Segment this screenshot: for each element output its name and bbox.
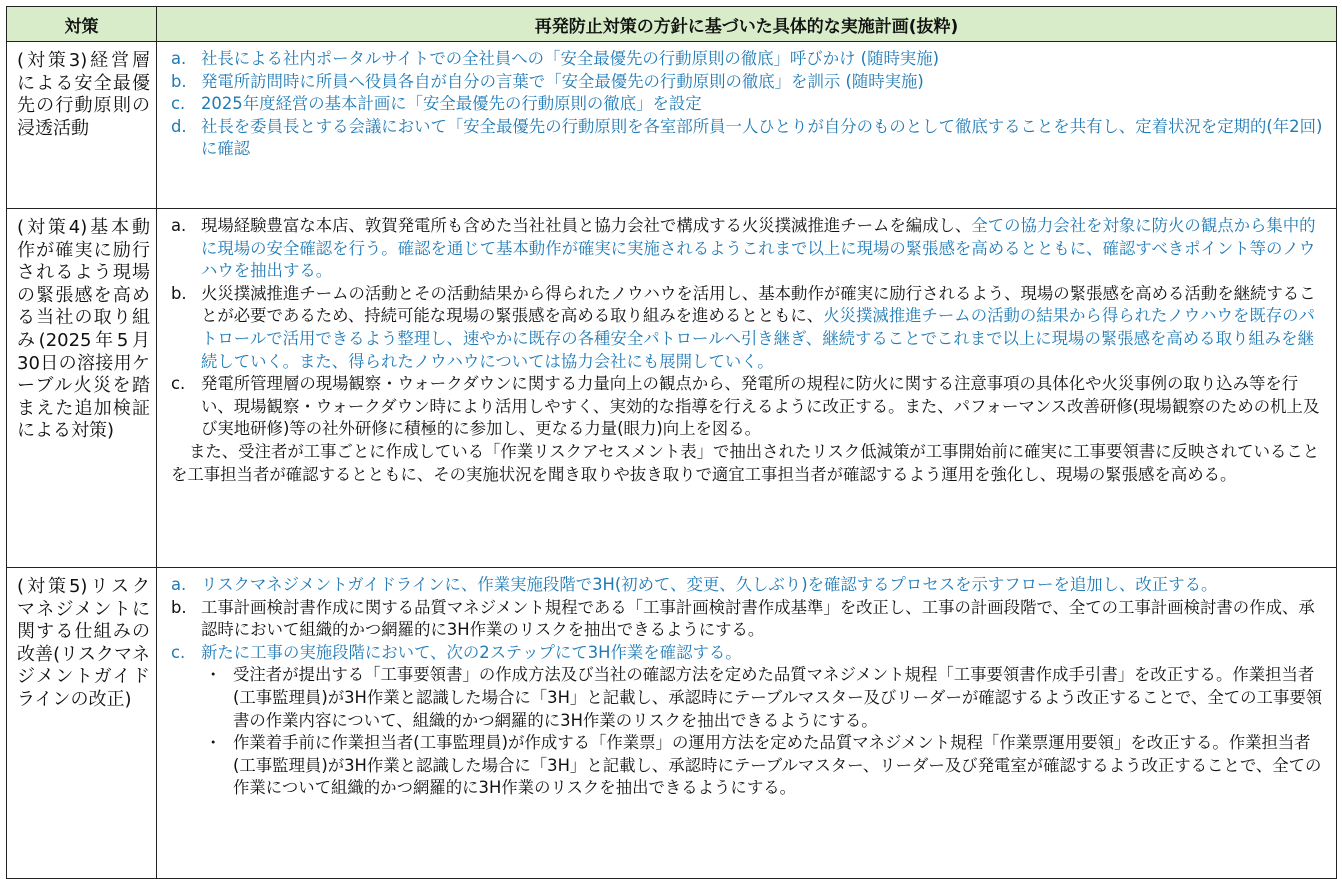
measure-3-plan: [157, 42, 1337, 209]
item-text: 新たに工事の実施段階において、次の2ステップにて3H作業を確認する。: [201, 642, 742, 662]
header-measure: 対策: [7, 7, 157, 42]
item-text-plain: 火災撲滅推進チームの活動とその活動結果から得られたノウハウを活用し、基本動作が確実に励行されるよう、現場の緊張感を高める活動を継続することが必要であるため、持続可能な現場の緊張感を高める取り組みを進めるとともに、: [201, 283, 1316, 326]
item-marker: d.: [171, 116, 187, 136]
item-text-plain: 現場経験豊富な本店、敦賀発電所も含めた当社社員と協力会社で構成する火災撲滅推進チームを編成し、: [201, 216, 972, 235]
item-marker: c.: [171, 374, 186, 394]
list-item: [171, 597, 1328, 642]
item-marker: c.: [171, 94, 186, 114]
item-text: 発電所管理層の現場観察・ウォークダウンに関する力量向上の観点から、発電所の規程に防火に関する注意事項の具体化や火災事例の取り込み等を行い、現場観察・ウォークダウン時により活用しやすく、実効的な指導を行えるように改正する。また、パフォーマンス改善研修(現場観察のための机上及び実地研修)等の社外研修に積極的に参加し、更なる力量(眼力)向上を図る。: [201, 374, 1320, 439]
item-text: 社長による社内ポータルサイトでの全社員への「安全最優先の行動原則の徹底」呼びかけ (随時実施): [201, 49, 940, 68]
list-item: [171, 71, 1328, 94]
countermeasure-table: [6, 6, 1337, 879]
table-row-measure-5: [7, 568, 1337, 879]
list-item: [171, 373, 1328, 441]
list-item: [171, 283, 1328, 373]
bullet-text: 受注者が提出する「工事要領書」の作成方法及び当社の確認方法を定めた品質マネジメント規程「工事要領書作成手引書」を改正する。作業担当者(工事監理員)が3H作業と認識した場合に「3H」と記載し、承認時にテーブルマスター及びリーダーが確認するよう改正することで、全ての工事要領書の作業内容について、組織的かつ網羅的に3H作業のリスクを抽出できるようにする。: [233, 665, 1323, 730]
item-text-highlight: 全ての協力会社を対象に防火の観点から集中的に現場の安全確認を行う。確認を通じて基本動作が確実に実施されるようこれまで以上に現場の緊張感を高めるとともに、確認すべきポイント等のノウハウを抽出する。: [201, 216, 1316, 281]
bullet-text: 作業着手前に作業担当者(工事監理員)が作成する「作業票」の運用方法を定めた品質マネジメント規程「作業票運用要領」を改正する。作業担当者(工事監理員)が3H作業と認識した場合に「3H」と記載し、承認時にテーブルマスター、リーダー及び発電室が確認するよう改正することで、全ての作業について組織的かつ網羅的に3H作業のリスクを抽出できるようにする。: [233, 733, 1322, 798]
list-item: [171, 574, 1328, 597]
list-item: [171, 642, 1328, 665]
bullet-item: [171, 732, 1328, 800]
list-item: [171, 93, 1328, 116]
item-marker: b.: [171, 597, 187, 617]
measure-5-plan: [157, 568, 1337, 879]
item-text: リスクマネジメントガイドラインに、作業実施段階で3H(初めて、変更、久しぶり)を確認するプロセスを示すフローを追加し、改正する。: [201, 575, 1218, 594]
item-text: 発電所訪問時に所員へ役員各自が自分の言葉で「安全最優先の行動原則の徹底」を訓示 (随時実施): [201, 71, 924, 91]
measure-4-label: (対策4)基本動作が確実に励行されるよう現場の緊張感を高める当社の取り組み(2025年5月30日の溶接用ケーブル火災を踏まえた追加検証による対策): [7, 209, 157, 568]
table-row-measure-3: [7, 42, 1337, 209]
list-item: [171, 48, 1328, 71]
header-plan: 再発防止対策の方針に基づいた具体的な実施計画(抜粋): [157, 7, 1337, 42]
table-header-row: [7, 7, 1337, 42]
countermeasure-document: [6, 6, 1336, 879]
item-text: 社長を委員長とする会議において「安全最優先の行動原則を各室部所員一人ひとりが自分のものとして徹底することを共有し、定着状況を定期的(年2回)に確認: [201, 116, 1323, 159]
item-marker: b.: [171, 283, 187, 303]
item-marker: a.: [171, 216, 187, 235]
item-text: [201, 215, 1328, 283]
measure-5-label: (対策5)リスクマネジメントに関する仕組みの改善(リスクマネジメントガイドラインの改正): [7, 568, 157, 879]
table-row-measure-4: [7, 209, 1337, 568]
bullet-item: [171, 664, 1328, 732]
measure-3-label: (対策3)経営層による安全最優先の行動原則の浸透活動: [7, 42, 157, 209]
item-text: 工事計画検討書作成に関する品質マネジメント規程である「工事計画検討書作成基準」を改正し、工事の計画段階で、全ての工事計画検討書の作成、承認時において組織的かつ網羅的に3H作業のリスクを抽出できるようにする。: [201, 597, 1315, 640]
item-text: 2025年度経営の基本計画に「安全最優先の行動原則の徹底」を設定: [201, 94, 702, 114]
list-item: [171, 215, 1328, 283]
item-marker: a.: [171, 49, 187, 68]
item-text-highlight: 火災撲滅推進チームの活動の結果から得られたノウハウを既存のパトロールで活用できるよう整理し、速やかに既存の各種安全パトロールへ引き継ぎ、継続することでこれまで以上に現場の緊張感を高める取り組みを継続していく。また、得られたノウハウについては協力会社にも展開していく。: [201, 306, 1315, 371]
list-item: [171, 116, 1328, 161]
bullet-marker: ・: [205, 733, 222, 753]
item-marker: c.: [171, 642, 186, 662]
supplementary-paragraph: また、受注者が工事ごとに作成している「作業リスクアセスメント表」で抽出されたリスク低減策が工事開始前に確実に工事要領書に反映されていることを工事担当者が確認するとともに、その実施状況を聞き取りや抜き取りで適宜工事担当者が確認するよう運用を強化し、現場の緊張感を高める。: [171, 441, 1320, 484]
bullet-marker: ・: [205, 665, 222, 685]
measure-4-plan: [157, 209, 1337, 568]
item-marker: a.: [171, 575, 187, 594]
item-marker: b.: [171, 71, 187, 91]
item-text: [201, 283, 1328, 373]
